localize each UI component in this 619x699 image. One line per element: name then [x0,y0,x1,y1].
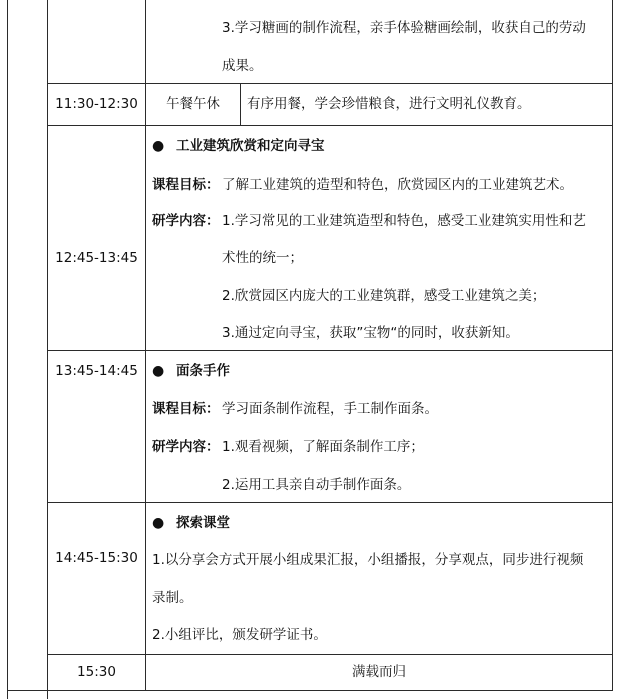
time-slot: 14:45-15:30 [55,550,138,566]
activity-item: 成果。 [222,58,263,74]
activity-title: 面条手作 [176,363,230,379]
time-slot: 15:30 [77,664,116,680]
activity-item: 2.小组评比，颁发研学证书。 [152,627,327,643]
content-label: 研学内容： [152,213,220,229]
table-row-divider [47,350,613,351]
activity-item: 2.欣赏园区内庞大的工业建筑群，感受工业建筑之美； [222,288,546,304]
activity-item: 3.学习糖画的制作流程，亲手体验糖画绘制，收获自己的劳动 [222,20,586,36]
activity-description: 有序用餐，学会珍惜粮食，进行文明礼仪教育。 [247,96,531,112]
table-border-left [7,0,8,699]
activity-title: 探索课堂 [176,515,230,531]
activity-item: 1.观看视频，了解面条制作工序； [222,439,424,455]
goal-text: 学习面条制作流程，手工制作面条。 [222,401,438,417]
table-bottom-border [7,690,613,691]
time-slot: 13:45-14:45 [55,363,138,379]
activity-item: 3.通过定向寻宝，获取”宝物“的同时，收获新知。 [222,325,519,341]
bullet-icon: ● [152,515,165,531]
goal-text: 了解工业建筑的造型和特色，欣赏园区内的工业建筑艺术。 [222,177,573,193]
table-row-divider [47,654,613,655]
table-row-divider [47,125,613,126]
activity-item: 2.运用工具亲自动手制作面条。 [222,477,411,493]
activity-item: 1.以分享会方式开展小组成果汇报，小组播报，分享观点，同步进行视频 [152,552,584,568]
table-row-divider [47,83,613,84]
goal-label: 课程目标： [152,177,220,193]
time-slot: 12:45-13:45 [55,250,138,266]
bullet-icon: ● [152,138,165,154]
table-column-divider [240,83,241,125]
bullet-icon: ● [152,363,165,379]
activity-name: 午餐午休 [166,96,220,112]
activity-item: 1.学习常见的工业建筑造型和特色，感受工业建筑实用性和艺 [222,213,586,229]
activity-item: 术性的统一； [222,250,303,266]
goal-label: 课程目标： [152,401,220,417]
table-border-right [612,0,613,690]
content-label: 研学内容： [152,439,220,455]
time-slot: 11:30-12:30 [55,96,138,112]
table-row-divider [47,502,613,503]
activity-item: 录制。 [152,590,193,606]
activity-title: 工业建筑欣赏和定向寻宝 [176,138,325,154]
activity-name: 满载而归 [352,664,406,680]
